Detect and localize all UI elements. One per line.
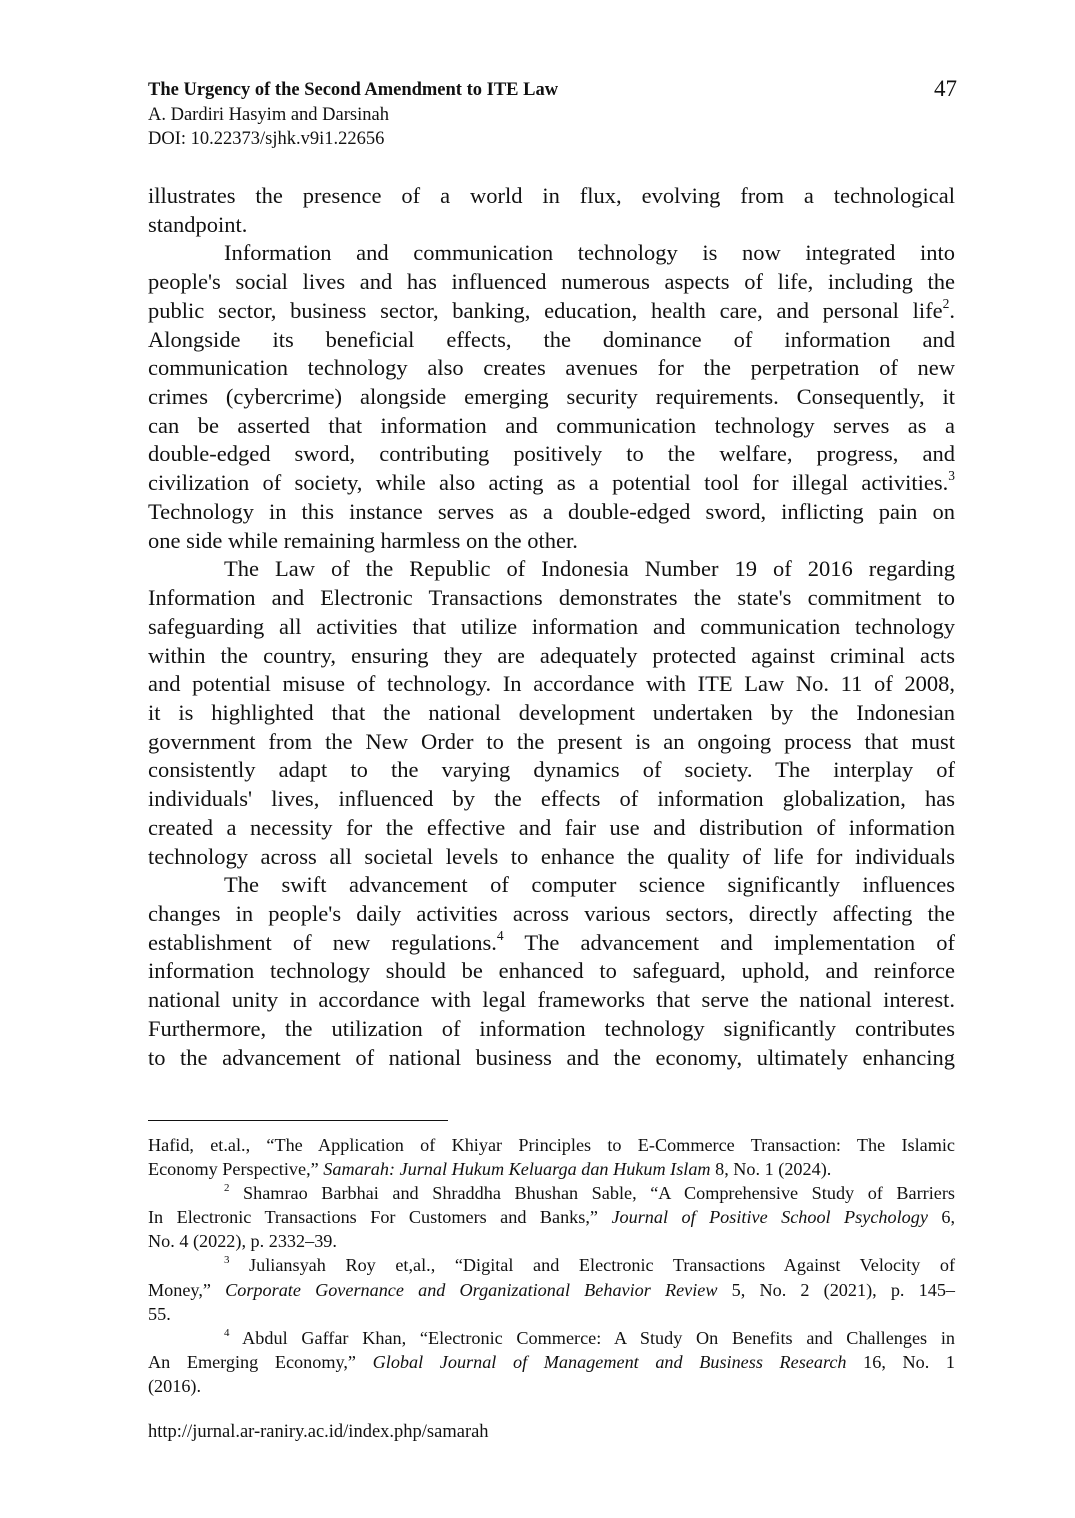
- body-line: one side while remaining harmless on the other.: [148, 527, 578, 553]
- footnote-line: [148, 1181, 955, 1205]
- doi-line: DOI: 10.22373/sjhk.v9i1.22656: [148, 129, 385, 149]
- body-line: individuals' lives, influenced by the effects of information globalization, has: [148, 786, 955, 812]
- footnote-number: 3: [224, 1254, 230, 1267]
- footnote-line: [148, 1326, 955, 1350]
- body-line: created a necessity for the effective and fair use and distribution of information: [148, 814, 955, 840]
- body-line: illustrates the presence of a world in flux, evolving from a technological: [148, 183, 955, 208]
- running-title: The Urgency of the Second Amendment to ITE Law: [148, 80, 559, 100]
- footnote-text: 8, No. 1 (2024).: [710, 1159, 832, 1180]
- footnote-line: No. 4 (2022), p. 2332–39.: [148, 1231, 337, 1252]
- body-line: government from the New Order to the present is an ongoing process that must: [148, 728, 955, 754]
- footnote-text: Shamrao Barbhai and Shraddha Bhushan Sable, “A Comprehensive Study of Barriers: [229, 1183, 955, 1204]
- body-line: crimes (cybercrime) alongside emerging security requirements. Consequently, it: [148, 384, 955, 410]
- footnote-text: An Emerging Economy,”: [148, 1351, 373, 1372]
- body-line: [148, 929, 955, 958]
- body-line: communication technology also creates avenues for the perpetration of new: [148, 355, 955, 381]
- footnote-line: 55.: [148, 1303, 171, 1324]
- footnote-text: Money,”: [148, 1279, 226, 1300]
- footnote-separator: [148, 1120, 448, 1121]
- body-line-text: public sector, business sector, banking, education, health care, and personal life: [148, 297, 943, 323]
- footnote-line: (2016).: [148, 1375, 202, 1396]
- footnote-number: 4: [224, 1326, 230, 1339]
- body-line: people's social lives and has influenced numerous aspects of life, including the: [148, 269, 955, 295]
- footnote-line: [148, 1157, 955, 1181]
- footnote-line: [148, 1278, 955, 1302]
- body-line-text: The advancement and implementation of: [524, 929, 955, 955]
- body-line: national unity in accordance with legal frameworks that serve the national interest.: [148, 987, 955, 1013]
- body-line-text: establishment of new regulations.: [148, 929, 497, 955]
- journal-title: Corporate Governance and Organizational Behavior Review: [225, 1279, 718, 1300]
- body-line: [148, 297, 955, 326]
- body-line: safeguarding all activities that utilize information and communication technology: [148, 613, 955, 639]
- punctuation: .: [949, 297, 955, 323]
- journal-title: Samarah: Jurnal Hukum Keluarga dan Hukum Islam: [323, 1159, 711, 1180]
- journal-title: Journal of Positive School Psychology: [611, 1207, 928, 1228]
- author-line: A. Dardiri Hasyim and Darsinah: [148, 105, 389, 125]
- body-line: consistently adapt to the varying dynamics of society. The interplay of: [148, 757, 955, 783]
- footnote-text: 5, No. 2 (2021), p. 145–: [717, 1279, 956, 1300]
- body-line-text: civilization of society, while also acting as a potential tool for illegal activities.: [148, 470, 949, 496]
- body-line: to the advancement of national business and the economy, ultimately enhancing: [148, 1044, 955, 1070]
- body-line: standpoint.: [148, 211, 248, 237]
- footnote-line: Hafid, et.al., “The Application of Khiyar Principles to E-Commerce Transaction: The Islamic: [148, 1135, 955, 1155]
- footnote-text: 16, No. 1: [846, 1351, 955, 1372]
- footnote-text: Abdul Gaffar Khan, “Electronic Commerce: A Study On Benefits and Challenges in: [229, 1327, 955, 1348]
- page-number: 47: [934, 76, 957, 101]
- footnote-line: [148, 1205, 955, 1229]
- body-line: double-edged sword, contributing positively to the welfare, progress, and: [148, 441, 955, 467]
- body-line: changes in people's daily activities across various sectors, directly affecting the: [148, 900, 955, 926]
- body-text: [148, 182, 955, 1072]
- footnote-ref-2[interactable]: 2: [942, 295, 950, 311]
- footnote-line: [148, 1253, 955, 1277]
- body-line: The swift advancement of computer science significantly influences: [224, 872, 955, 898]
- body-line: [148, 469, 955, 498]
- body-line: it is highlighted that the national development undertaken by the Indonesian: [148, 699, 955, 725]
- body-line: within the country, ensuring they are adequately protected against criminal acts: [148, 642, 955, 668]
- footnote-ref-3[interactable]: 3: [948, 468, 955, 484]
- body-line: Technology in this instance serves as a double-edged sword, inflicting pain on: [148, 498, 955, 524]
- body-line: information technology should be enhanced to safeguard, uphold, and reinforce: [148, 958, 955, 984]
- footnote-text: 6,: [927, 1207, 955, 1228]
- journal-title: Global Journal of Management and Business Research: [372, 1351, 847, 1372]
- body-line: and potential misuse of technology. In accordance with ITE Law No. 11 of 2008,: [148, 671, 955, 697]
- body-line: Furthermore, the utilization of information technology significantly contributes: [148, 1015, 955, 1041]
- footnote-line: [148, 1350, 955, 1374]
- body-line: can be asserted that information and communication technology serves as a: [148, 412, 955, 438]
- footnote-text: Economy Perspective,”: [148, 1159, 324, 1180]
- body-line: Alongside its beneficial effects, the dominance of information and: [148, 326, 955, 352]
- body-line: The Law of the Republic of Indonesia Number 19 of 2016 regarding: [224, 556, 955, 582]
- body-line: Information and communication technology is now integrated into: [224, 240, 955, 266]
- footnote-text: In Electronic Transactions For Customers and Banks,”: [148, 1207, 612, 1228]
- body-line: Information and Electronic Transactions demonstrates the state's commitment to: [148, 585, 955, 611]
- footnote-ref-4[interactable]: 4: [496, 927, 504, 943]
- footnote-text: Juliansyah Roy et,al., “Digital and Electronic Transactions Against Velocity of: [229, 1255, 955, 1276]
- body-line: technology across all societal levels to enhance the quality of life for individuals: [148, 843, 955, 869]
- journal-url-link[interactable]: http://jurnal.ar-raniry.ac.id/index.php/samarah: [148, 1422, 489, 1442]
- footnotes: [148, 1133, 955, 1398]
- footnote-number: 2: [224, 1182, 230, 1194]
